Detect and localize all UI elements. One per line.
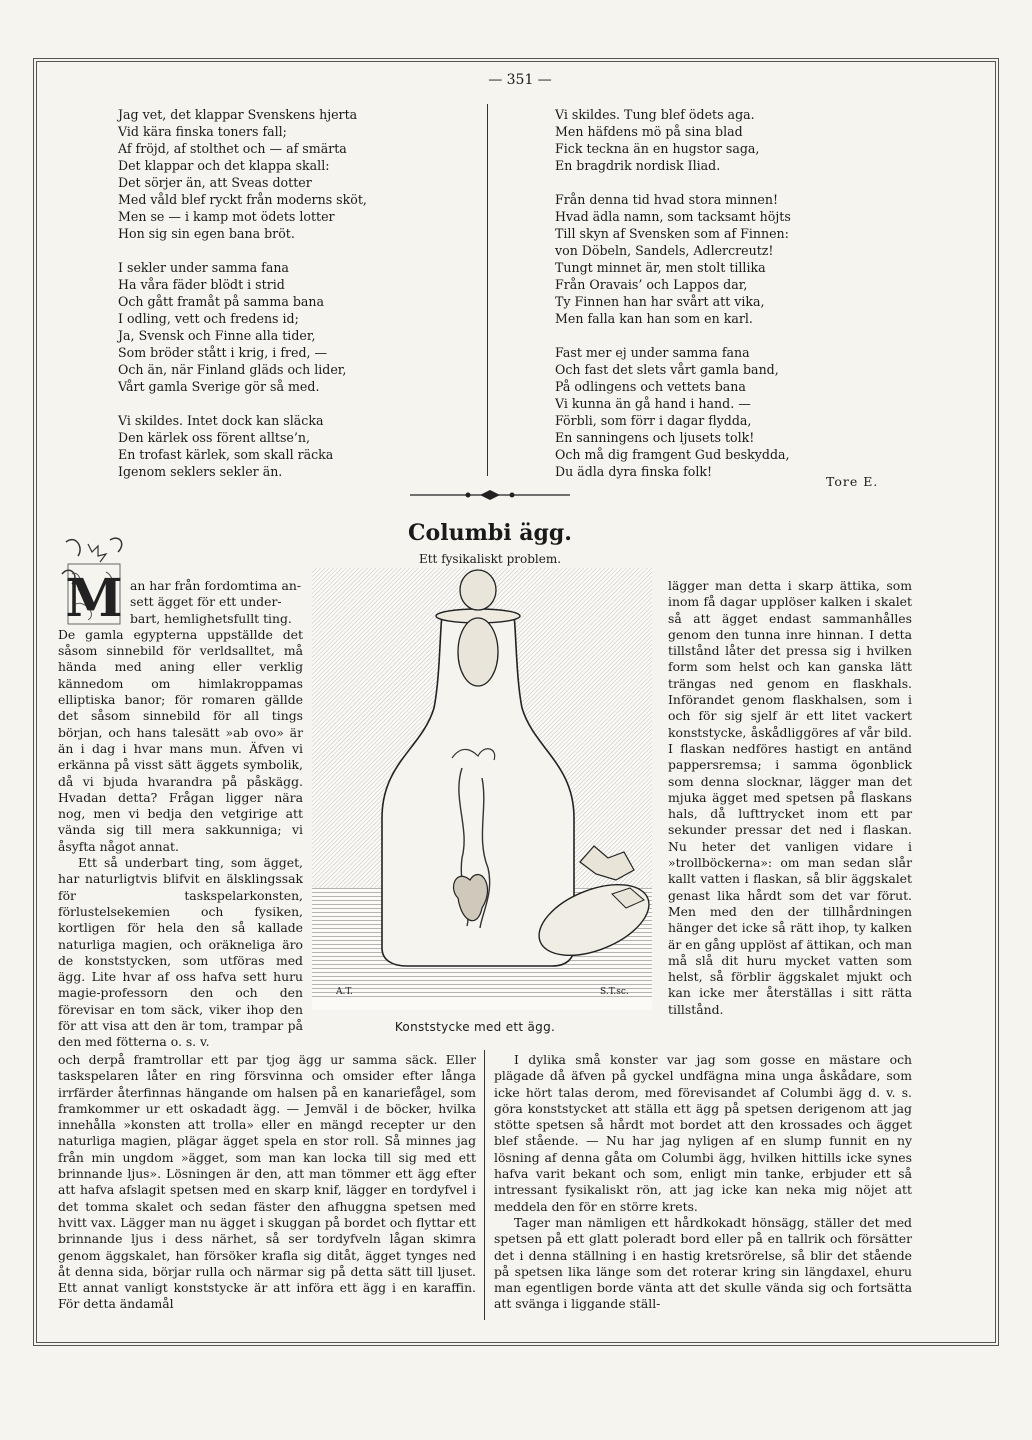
poem-line: Med våld blef ryckt från moderns sköt, — [118, 192, 367, 207]
poem-line: Och än, när Finland gläds och lider, — [118, 362, 347, 377]
poem-line — [118, 395, 438, 412]
bottle-egg-illustration — [312, 568, 652, 1010]
poem-line: På odlingens och vettets bana — [555, 379, 746, 394]
poem-line: Fast mer ej under samma fana — [555, 345, 750, 360]
poem-line: En trofast kärlek, som skall räcka — [118, 447, 334, 462]
poem-line: Tungt minnet är, men stolt tillika — [555, 260, 766, 275]
paragraph: Tager man nämligen ett hårdkokadt hönsägg, ställer det med spetsen på ett glatt poleradt bord eller på en tallrik och försätter det i denna ställning i en hastig kretsrörelse, så blir det stående på spetsen lika länge som det roterar kring sin längdaxel, ehuru man egentligen borde vänta att det skulle vända sig och fortsätta att svänga i liggande ställ- — [494, 1214, 912, 1312]
illustration-credit-right: S.T.sc. — [600, 987, 629, 997]
poem-right-column — [555, 106, 835, 480]
poem-line: Och gått framåt på samma bana — [118, 294, 325, 309]
poem-line — [118, 242, 438, 259]
poem-line: Men häfdens mö på sina blad — [555, 124, 743, 139]
article-subtitle: Ett fysikaliskt problem. — [418, 552, 562, 566]
poem-line: I sekler under samma fana — [118, 260, 289, 275]
poem-line: En bragdrik nordisk Iliad. — [555, 158, 721, 173]
poem-line: Ha våra fäder blödt i strid — [118, 277, 285, 292]
poem-line: Det klappar och det klappa skall: — [118, 158, 330, 173]
poem-line: Från denna tid hvad stora minnen! — [555, 192, 779, 207]
opening-line: an har från fordomtima an- — [130, 578, 302, 593]
poem-line: von Döbeln, Sandels, Adlercreutz! — [555, 243, 774, 258]
poem-line: Det sörjer än, att Sveas dotter — [118, 175, 312, 190]
paragraph: och derpå framtrollar ett par tjog ägg ur samma säck. Eller taskspelaren låter en ring försvinna och omsider efter långa irrfärder återfinnas hängande om halsen på en kanariefågel, som framkommer ur ett oskadadt ägg. — Jemväl i de böcker, hvilka innehålla »konsten att trolla» eller en mängd recepter ur den naturliga magien, plägar ägget spela en stor roll. Så minnes jag från min ungdom »ägget, som man kan locka till sig med ett brinnande ljus». Lösningen är den, att man tömmer ett ägg efter att hafva afslagit spetsen med en skarp knif, lägger en tordyfvel i det tomma skalet och sedan fäster den afhuggna spetsen med hvitt vax. Lägger man nu ägget i skuggan på bordet och flyttar ett brinnande ljus i dess närhet, så ser tordyfveln lågan skimra genom äggskalet, han försöker krafla sig ditåt, ägget tynges ned åt denna sida, börjar rulla och närmar sig på detta sätt till ljuset. Ett annat vanligt konststycke är att införa ett ägg i en karaffin. För detta ändamål — [58, 1052, 476, 1312]
poem-line: Du ädla dyra finska folk! — [555, 464, 713, 479]
poem-line: Den kärlek oss förent alltse’n, — [118, 430, 310, 445]
article-column-right-top — [668, 578, 912, 1018]
poem-line: Vid kära finska toners fall; — [118, 124, 287, 139]
poem-line: Af fröjd, af stolthet och — af smärta — [118, 141, 347, 156]
article-column-left-top — [58, 578, 303, 1051]
lower-column-divider — [484, 1050, 485, 1320]
poem-column-divider — [487, 104, 488, 476]
article-title: Columbi ägg. — [408, 520, 572, 546]
poem-left-column — [118, 106, 438, 480]
poem-line: Men se — i kamp mot ödets lotter — [118, 209, 335, 224]
poem-line: Ty Finnen han har svårt att vika, — [555, 294, 765, 309]
poem-line: Förbli, som förr i dagar flydda, — [555, 413, 752, 428]
illustration-credit-left: A.T. — [336, 987, 353, 997]
poem-line: Vi kunna än gå hand i hand. — — [555, 396, 751, 411]
page-number: — 351 — — [488, 72, 552, 88]
poem-line: Jag vet, det klappar Svenskens hjerta — [118, 107, 358, 122]
poem-line: Och fast det slets vårt gamla band, — [555, 362, 779, 377]
poem-line: Vi skildes. Tung blef ödets aga. — [555, 107, 755, 122]
article-column-right-bottom — [494, 1052, 912, 1313]
poem-line: En sanningens och ljusets tolk! — [555, 430, 755, 445]
opening-line: sett ägget för ett under- — [130, 594, 282, 610]
paragraph: De gamla egypterna uppställde det såsom sinnebild för verldsalltet, må hända med aning eller verklig kännedom om himlakroppamas elliptiska banor; för romaren gällde det såsom sinnebild för all tings början, och hans talesätt »ab ovo» är än i dag i hvar mans mun. Äfven vi erkänna på visst sätt äggets symbolik, då vi bjuda hvarandra på påskägg. Hvadan detta? Frågan ligger nära nog, men vi bedja den vetgirige att vända sig till mera sakkunniga; vi åsyfta något annat. — [58, 626, 303, 854]
section-ornament — [410, 488, 570, 502]
article-column-left-bottom — [58, 1052, 476, 1313]
poem-line: Som bröder stått i krig, i fred, — — [118, 345, 328, 360]
poem-line: Vårt gamla Sverige gör så med. — [118, 379, 320, 394]
poem-line — [555, 327, 835, 344]
poem-line: Igenom seklers sekler än. — [118, 464, 283, 479]
poem-line: Fick teckna än en hugstor saga, — [555, 141, 760, 156]
poem-line — [555, 174, 835, 191]
poem-line: Ja, Svensk och Finne alla tider, — [118, 328, 316, 343]
poem-line: Och må dig framgent Gud beskydda, — [555, 447, 790, 462]
poem-line: Vi skildes. Intet dock kan släcka — [118, 413, 324, 428]
poem-signature: Tore E. — [826, 474, 879, 489]
poem-line: Hvad ädla namn, som tacksamt höjts — [555, 209, 791, 224]
poem-line: Hon sig sin egen bana bröt. — [118, 226, 295, 241]
poem-line: Men falla kan han som en karl. — [555, 311, 753, 326]
poem-line: I odling, vett och fredens id; — [118, 311, 299, 326]
poem-line: Från Oravais’ och Lappos dar, — [555, 277, 748, 292]
poem-line: Till skyn af Svensken som af Finnen: — [555, 226, 789, 241]
paragraph: lägger man detta i skarp ättika, som inom få dagar upplöser kalken i skalet så att ägget endast sammanhålles genom den tunna inre hinnan. I detta tillstånd låter det pressa sig i hvilken form som helst och kan ganska lätt trängas ned genom en flaskhals. Införandet genom flaskhalsen, som i och för sig sjelf är ett litet vackert konststycke, åskådliggöres af vår bild. I flaskan nedföres hastigt en antänd pappersremsa; i samma ögonblick som denna slocknar, lägger man det mjuka ägget med spetsen på flaskans hals, då lufttrycket inom ett par sekunder pressar det ned i flaskan. Nu heter det vanligen vidare i »trollböckerna»: om man sedan slår kallt vatten i flaskan, så blir äggskalet genast lika hårdt som det var förut. Men med den der tillhårdningen hänger det icke så rätt ihop, ty kalken är en gång upplöst af ättikan, och man må slå dit huru mycket vatten som helst, så förblir äggskalet mjukt och kan icke mer återställas i sitt rätta tillstånd. — [668, 578, 912, 1017]
opening-line: bart, hemlighetsfullt ting. — [130, 610, 292, 626]
initial-letter: M — [65, 568, 123, 629]
paragraph: I dylika små konster var jag som gosse en mästare och plägade då äfven på gyckel undfägna mina unga åskådare, som icke hört talas derom, med förevisandet af Columbi ägg d. v. s. göra konststycket att ställa ett ägg på spetsen derigenom att jag stötte spetsen så hårdt mot bordet att den krossades och ägget blef stående. — Nu har jag nyligen af en slump funnit en ny lösning af denna gåta om Columbi ägg, hvilken hittills icke synes hafva varit bekant och som, enligt min tanke, erbjuder ett så intressant fysikaliskt rön, att jag icke kan neka mig nöjet att meddela den för en större krets. — [494, 1052, 912, 1214]
paragraph: Ett så underbart ting, som ägget, har naturligtvis blifvit en älsklingssak för taskspelarkonsten, förlustelsekemien och fysiken, kortligen för hela den så kallade naturliga magien, och oräkneliga äro de konststycken, som utföras med ägg. Lite hvar af oss hafva sett huru magie-professorn den och den förevisar en tom säck, viker ihop den för att visa att den är tom, trampar på den med fötterna o. s. v. — [58, 855, 303, 1050]
illustration-caption: Konststycke med ett ägg. — [394, 1020, 556, 1034]
